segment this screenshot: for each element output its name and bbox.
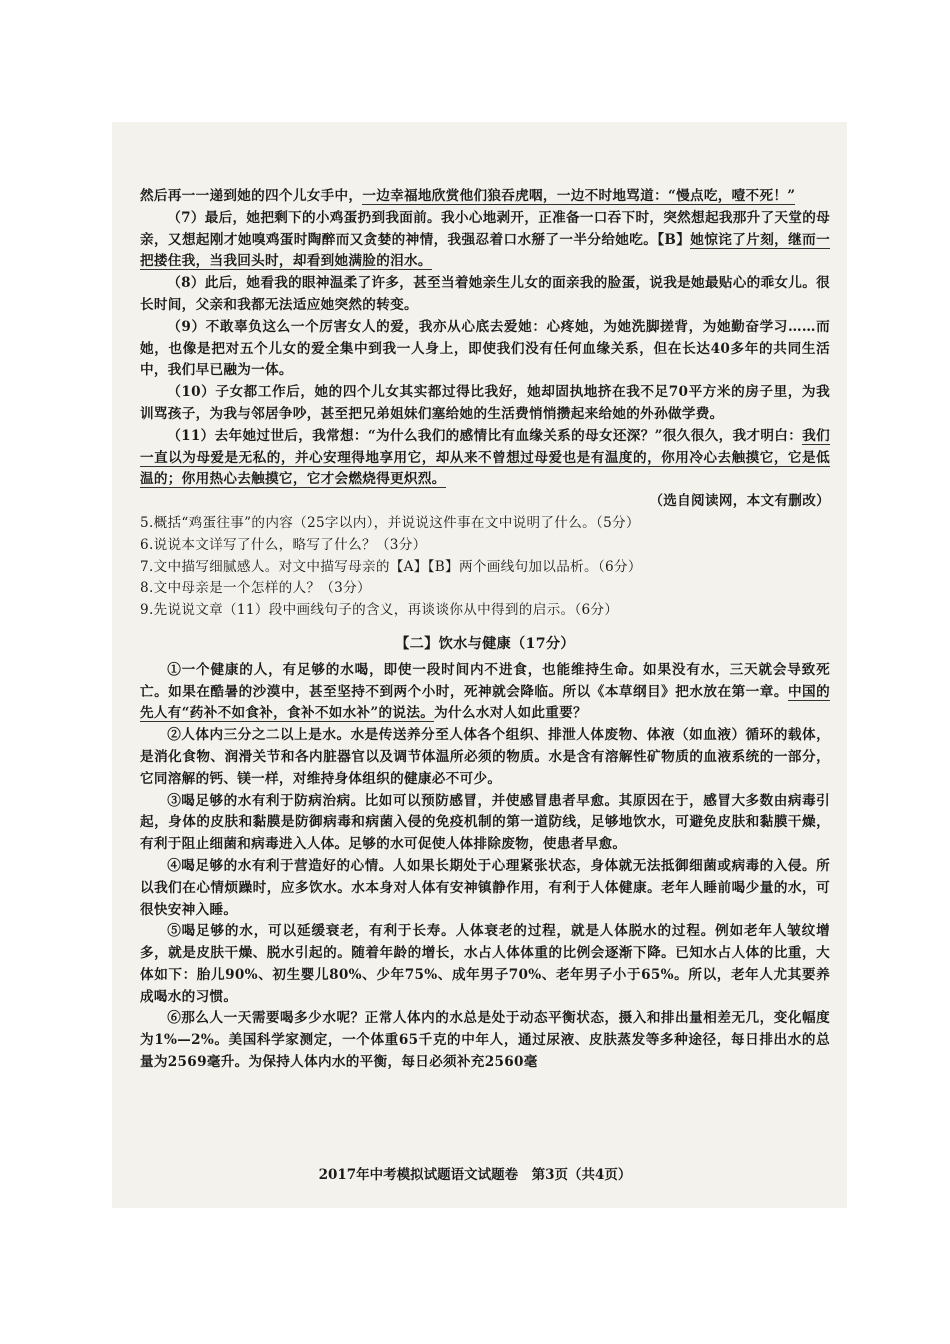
story-paragraph-6-end <box>140 186 830 208</box>
question-8: 8.文中母亲是一个怎样的人？（3分） <box>140 580 371 597</box>
article-paragraph-4: ④喝足够的水有利于营造好的心情。人如果长期处于心理紧张状态，身体就无法抵御细菌或病毒的入侵。所以我们在心情烦躁时，应多饮水。水本身对人体有安神镇静作用，有利于人体健康。老年人睡前喝少量的水，可很快安神入睡。 <box>140 857 830 918</box>
question-9: 9.先说说文章（11）段中画线句子的含义，再谈谈你从中得到的启示。（6分） <box>140 602 619 619</box>
question-5: 5.概括“鸡蛋往事”的内容（25字以内），并说说这件事在文中说明了什么。（5分） <box>140 514 640 531</box>
article-paragraph-1 <box>140 660 830 725</box>
paragraph-text: ①一个健康的人，有足够的水喝，即使一段时间内不进食，也能维持生命。如果没有水，三天就会导致死亡。如果在酷暑的沙漠中，甚至坚持不到两个小时，死神就会降临。所以《本草纲目》把水放在第一章。 <box>140 661 830 700</box>
article-paragraph-2: ②人体内三分之二以上是水。水是传送养分至人体各个组织、排泄人体废物、体液（如血液）循环的载体，是消化食物、润滑关节和各内脏器官以及调节体温所必须的物质。水是含有溶解性矿物质的血液系统的一部分，它同溶解的钙、镁一样，对维持身体组织的健康必不可少。 <box>140 727 830 787</box>
question-7: 7.文中描写细腻感人。对文中描写母亲的【A】【B】两个画线句加以品析。（6分） <box>140 558 642 575</box>
article-paragraph-3: ③喝足够的水有利于防病治病。比如可以预防感冒，并使感冒患者早愈。其原因在于，感冒大多数由病毒引起，身体的皮肤和黏膜是防御病毒和病菌入侵的免疫机制的第一道防线，足够地饮水，可避免皮肤和黏膜干燥，有利于阻止细菌和病毒进入人体。足够的水可促使人体排除废物，使患者早愈。 <box>140 792 830 853</box>
underlined-sentence-11: 我们一直以为母爱是无私的，并心安理得地享用它，却从来不曾想过母爱也是有温度的，你用冷心去触摸它，它是低温的；你用热心去触摸它，它才会燃烧得更炽烈。 <box>140 427 830 488</box>
story-paragraph-11 <box>140 426 830 491</box>
page-footer: 2017年中考模拟试题语文试题卷 第3页（共4页） <box>318 1167 632 1183</box>
paragraph-text: （7）最后，她把剩下的小鸡蛋扔到我面前。我小心地剥开，正准备一口吞下时，突然想起我那升了天堂的母亲，又想起刚才她嗅鸡蛋时陶醉而又贪婪的神情，我强忍着口水掰了一半分给她吃。 <box>140 209 830 248</box>
exam-content <box>140 186 830 1074</box>
article-paragraph-6: ⑥那么人一天需要喝多少水呢？正常人体内的水总是处于动态平衡状态，摄入和排出量相差无几，变化幅度为1%—2%。美国科学家测定，一个体重65千克的中年人，通过尿液、皮肤蒸发等多种途径，每日排出水的总量为2569毫升。为保持人体内水的平衡，每日必须补充2560毫 <box>140 1010 830 1071</box>
story-paragraph-7 <box>140 208 830 273</box>
underlined-sentence-b: 她惊诧了片刻，继而一把搂住我，当我回头时，却看到她满脸的泪水。 <box>140 231 831 270</box>
story-paragraph-9: （9）不敢辜负这么一个厉害女人的爱，我亦从心底去爱她：心疼她，为她洗脚搓背，为她勤奋学习……而她，也像是把对五个儿女的爱全集中到我一人身上，即使我们没有任何血缘关系，但在长达40多年的共同生活中，我们早已融为一体。 <box>140 318 830 379</box>
underlined-sentence-a: 一边幸福地欣赏他们狼吞虎咽，一边不时地骂道：“慢点吃，噎不死！” <box>362 188 796 204</box>
question-6: 6.说说本文详写了什么，略写了什么？（3分） <box>140 536 427 553</box>
story-paragraph-8: （8）此后，她看我的眼神温柔了许多，甚至当着她亲生儿女的面亲我的脸蛋，说我是她最贴心的乖女儿。很长时间，父亲和我都无法适应她突然的转变。 <box>140 275 830 313</box>
article-paragraph-5: ⑤喝足够的水，可以延缓衰老，有利于长寿。人体衰老的过程，就是人体脱水的过程。例如老年人皱纹增多，就是皮肤干燥、脱水引起的。随着年龄的增长，水占人体体重的比例会逐渐下降。已知水占人体的比重，大体如下：胎儿90%、初生婴儿80%、少年75%、成年男子70%、老年男子小于65%。所以，老年人尤其要养成喝水的习惯。 <box>140 923 830 1005</box>
mark-b: 【B】 <box>657 231 691 248</box>
paragraph-text: 然后再一一递到她的四个儿女手中， <box>140 188 363 204</box>
section-two-title: 【二】饮水与健康（17分） <box>395 635 575 652</box>
paragraph-tail: 为什么水对人如此重要？ <box>434 705 587 722</box>
source-note: （选自阅读网，本文有删改） <box>649 493 830 510</box>
story-paragraph-10: （10）子女都工作后，她的四个儿女其实都过得比我好，她却固执地挤在我不足70平方米的房子里，为我训骂孩子，为我与邻居争吵，甚至把兄弟姐妹们塞给她的生活费悄悄攒起来给她的外孙做学费。 <box>140 384 830 422</box>
underlined-saying: 中国的先人有“药补不如食补，食补不如水补”的说法。 <box>140 683 831 722</box>
paragraph-text: （11）去年她过世后，我常想：“为什么我们的感情比有血缘关系的母女还深？”很久很久，我才明白： <box>167 427 803 444</box>
